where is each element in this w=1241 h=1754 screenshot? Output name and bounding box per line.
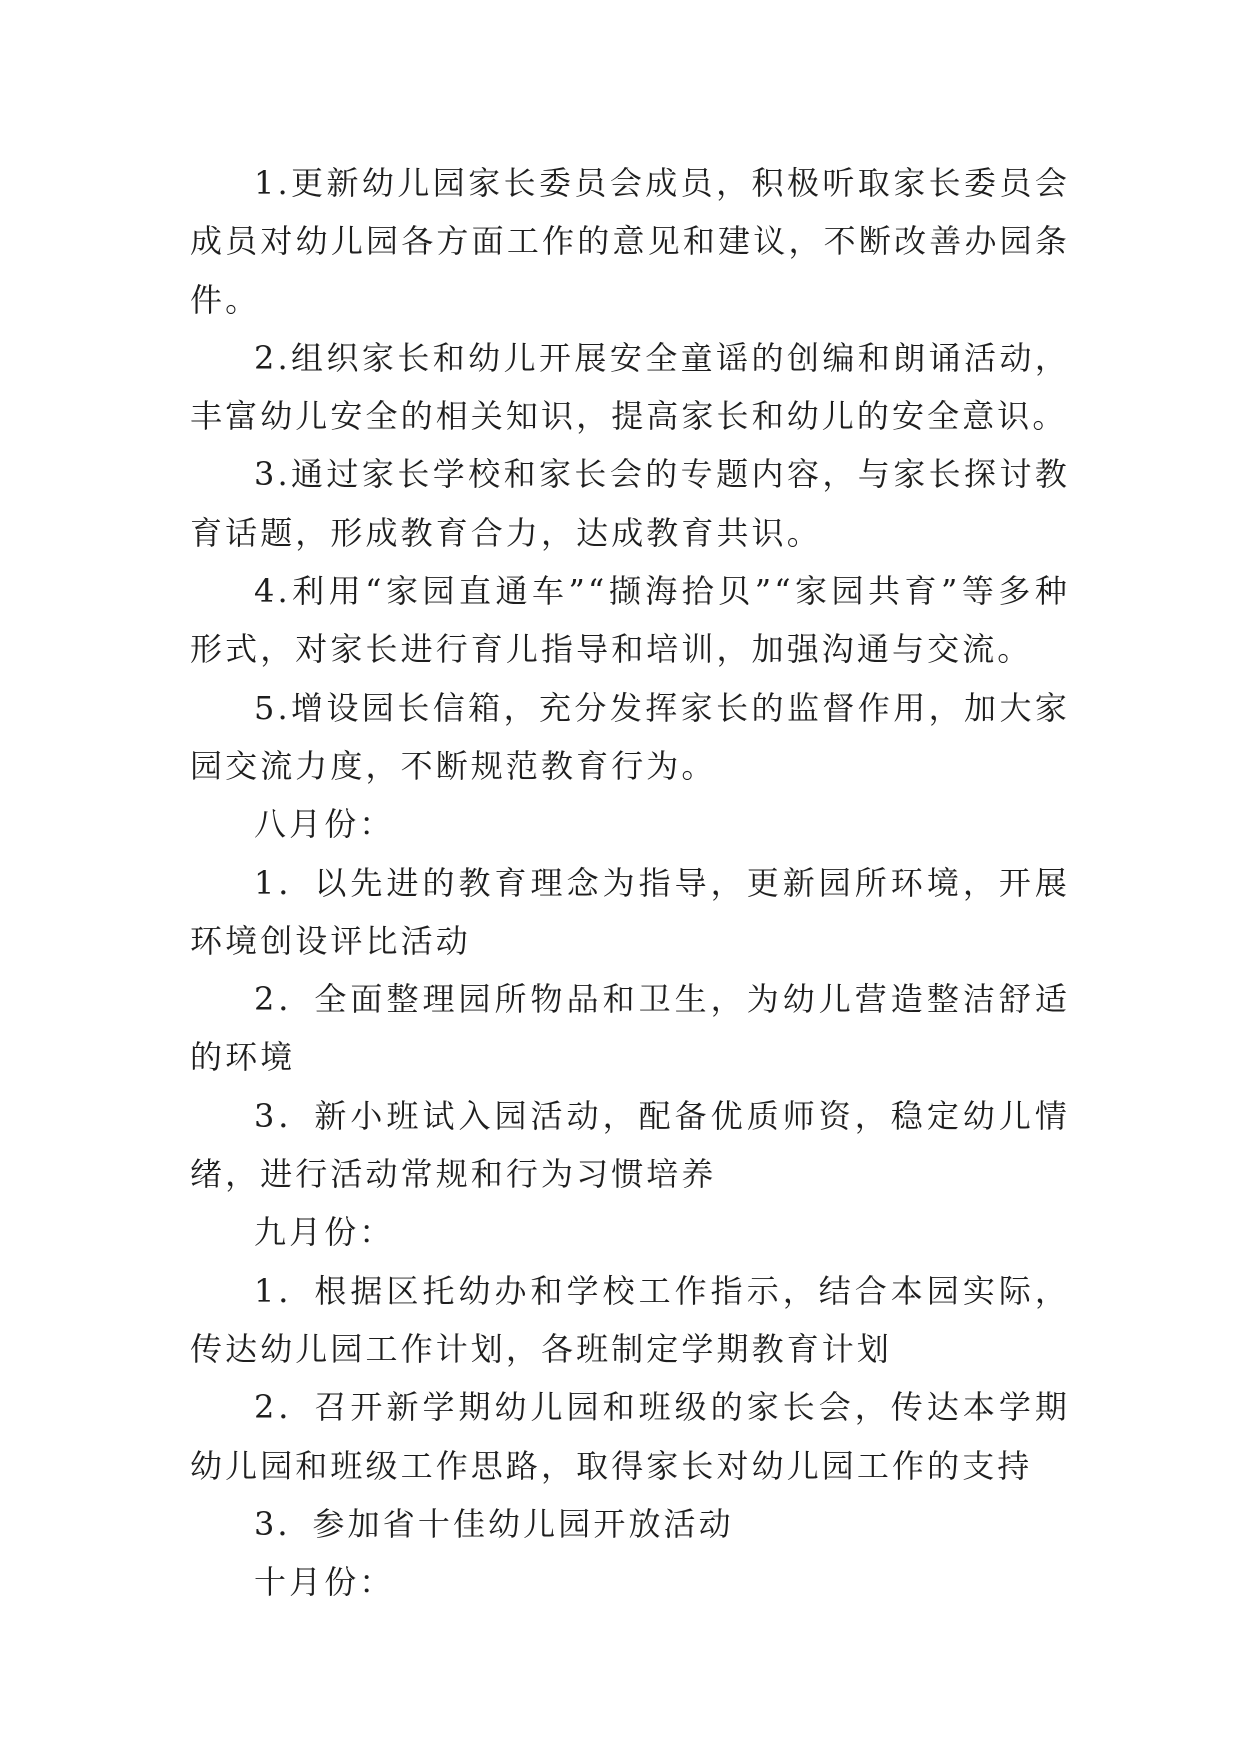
paragraph-mailbox: 5.增设园长信箱，充分发挥家长的监督作用，加大家园交流力度，不断规范教育行为。 (190, 688, 1070, 785)
paragraph-safety-rhymes: 2.组织家长和幼儿开展安全童谣的创编和朗诵活动，丰富幼儿安全的相关知识，提高家长和幼儿的安全意识。 (190, 338, 1070, 436)
paragraph-parent-committee: 1.更新幼儿园家长委员会成员，积极听取家长委员会成员对幼儿园各方面工作的意见和建议，不断改善办园条件。 (190, 164, 1070, 319)
heading-october: 十月份： (254, 1563, 395, 1602)
paragraph-august-3: 3．新小班试入园活动，配备优质师资，稳定幼儿情绪，进行活动常规和行为习惯培养 (190, 1096, 1070, 1194)
heading-september: 九月份： (254, 1213, 395, 1252)
document-body (190, 154, 1070, 1611)
paragraph-august-1: 1．以先进的教育理念为指导，更新园所环境，开展环境创设评比活动 (190, 863, 1070, 960)
paragraph-august-2: 2．全面整理园所物品和卫生，为幼儿营造整洁舒适的环境 (190, 980, 1070, 1077)
heading-august: 八月份： (254, 805, 395, 844)
paragraph-september-1: 1．根据区托幼办和学校工作指示，结合本园实际，传达幼儿园工作计划，各班制定学期教育计划 (190, 1271, 1070, 1368)
paragraph-september-2: 2．召开新学期幼儿园和班级的家长会，传达本学期幼儿园和班级工作思路，取得家长对幼儿园工作的支持 (190, 1388, 1070, 1485)
paragraph-communication-forms: 4.利用“家园直通车”“撷海拾贝”“家园共育”等多种形式，对家长进行育儿指导和培训，加强沟通与交流。 (190, 572, 1070, 669)
paragraph-parent-school: 3.通过家长学校和家长会的专题内容，与家长探讨教育话题，形成教育合力，达成教育共识。 (190, 455, 1070, 552)
paragraph-september-3: 3．参加省十佳幼儿园开放活动 (254, 1504, 734, 1543)
